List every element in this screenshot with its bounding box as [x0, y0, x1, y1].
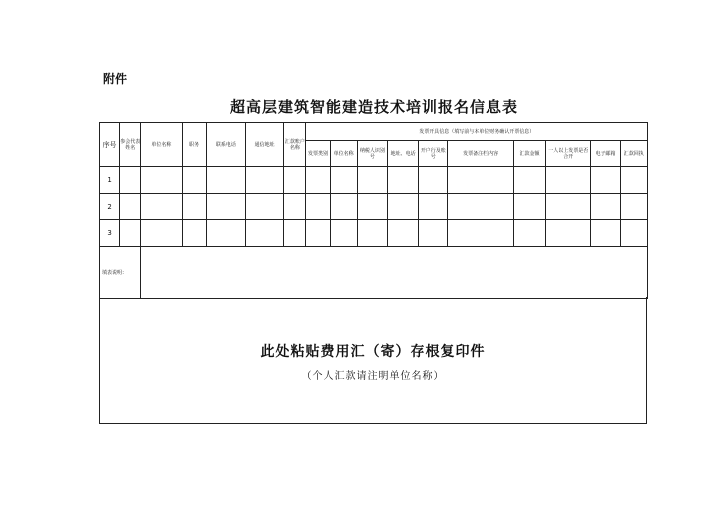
header-invoice-remarks: 发票备注栏内容: [448, 141, 513, 167]
header-invoice-type: 发票类别: [306, 141, 330, 167]
cell[interactable]: [357, 220, 387, 247]
cell[interactable]: [182, 167, 206, 194]
header-remit-amount: 汇款金额: [513, 141, 545, 167]
cell[interactable]: [357, 194, 387, 220]
header-position: 职务: [182, 123, 206, 167]
cell[interactable]: [357, 167, 387, 194]
receipt-paste-area: [99, 297, 647, 424]
header-attendee-name: 参会代表姓名: [120, 123, 141, 167]
attachment-label: 附件: [103, 72, 128, 86]
cell[interactable]: [182, 220, 206, 247]
cell[interactable]: [546, 194, 591, 220]
cell[interactable]: [387, 194, 418, 220]
row-number: 3: [100, 220, 120, 247]
cell[interactable]: [330, 167, 357, 194]
header-receipt: 汇款回执: [620, 141, 647, 167]
header-invoice-group: 发票开具信息（填写前与本单位财务确认开票信息）: [306, 123, 648, 141]
paste-note: （个人汇款请注明单位名称）: [301, 371, 445, 382]
cell[interactable]: [387, 220, 418, 247]
cell[interactable]: [206, 220, 245, 247]
cell[interactable]: [284, 220, 306, 247]
row-number: 1: [100, 167, 120, 194]
cell[interactable]: [206, 194, 245, 220]
cell[interactable]: [591, 220, 620, 247]
header-bank-account: 开户行及账号: [419, 141, 448, 167]
cell[interactable]: [306, 167, 330, 194]
header-company-name: 单位名称: [330, 141, 357, 167]
header-taxpayer-id: 纳税人识别号: [357, 141, 387, 167]
cell[interactable]: [419, 194, 448, 220]
cell[interactable]: [141, 194, 182, 220]
cell[interactable]: [419, 167, 448, 194]
paste-instruction: 此处粘贴费用汇（寄）存根复印件: [260, 344, 486, 360]
row-number: 2: [100, 194, 120, 220]
cell[interactable]: [513, 194, 545, 220]
form-title: 超高层建筑智能建造技术培训报名信息表: [229, 98, 518, 116]
cell[interactable]: [546, 220, 591, 247]
header-payment-account-name: 汇款账户名称: [284, 123, 306, 167]
cell[interactable]: [330, 194, 357, 220]
cell[interactable]: [448, 167, 513, 194]
cell[interactable]: [387, 167, 418, 194]
cell[interactable]: [620, 167, 647, 194]
cell[interactable]: [306, 220, 330, 247]
cell[interactable]: [620, 194, 647, 220]
table-row: [100, 194, 648, 220]
cell[interactable]: [591, 194, 620, 220]
cell[interactable]: [141, 220, 182, 247]
cell[interactable]: [513, 167, 545, 194]
header-email: 电子邮箱: [591, 141, 620, 167]
cell[interactable]: [591, 167, 620, 194]
cell[interactable]: [448, 220, 513, 247]
cell[interactable]: [620, 220, 647, 247]
cell[interactable]: [419, 220, 448, 247]
cell[interactable]: [246, 167, 284, 194]
table-row: [100, 167, 648, 194]
cell[interactable]: [448, 194, 513, 220]
table-row: [100, 220, 648, 247]
header-phone: 联系电话: [206, 123, 245, 167]
header-seq: 序号: [100, 123, 120, 167]
cell[interactable]: [330, 220, 357, 247]
header-address: 通信地址: [246, 123, 284, 167]
cell[interactable]: [182, 194, 206, 220]
cell[interactable]: [284, 167, 306, 194]
header-multi-invoice: 一人以上发票是否合开: [546, 141, 591, 167]
cell[interactable]: [513, 220, 545, 247]
cell[interactable]: [120, 194, 141, 220]
notes-label: 填表说明：: [100, 247, 141, 299]
cell[interactable]: [546, 167, 591, 194]
cell[interactable]: [246, 194, 284, 220]
notes-row: [100, 247, 648, 299]
header-address-phone: 地址、电话: [387, 141, 418, 167]
cell[interactable]: [120, 167, 141, 194]
cell[interactable]: [120, 220, 141, 247]
notes-field[interactable]: [141, 247, 648, 299]
cell[interactable]: [284, 194, 306, 220]
cell[interactable]: [141, 167, 182, 194]
registration-table: [99, 122, 648, 299]
cell[interactable]: [206, 167, 245, 194]
cell[interactable]: [246, 220, 284, 247]
cell[interactable]: [306, 194, 330, 220]
header-unit-name: 单位名称: [141, 123, 182, 167]
